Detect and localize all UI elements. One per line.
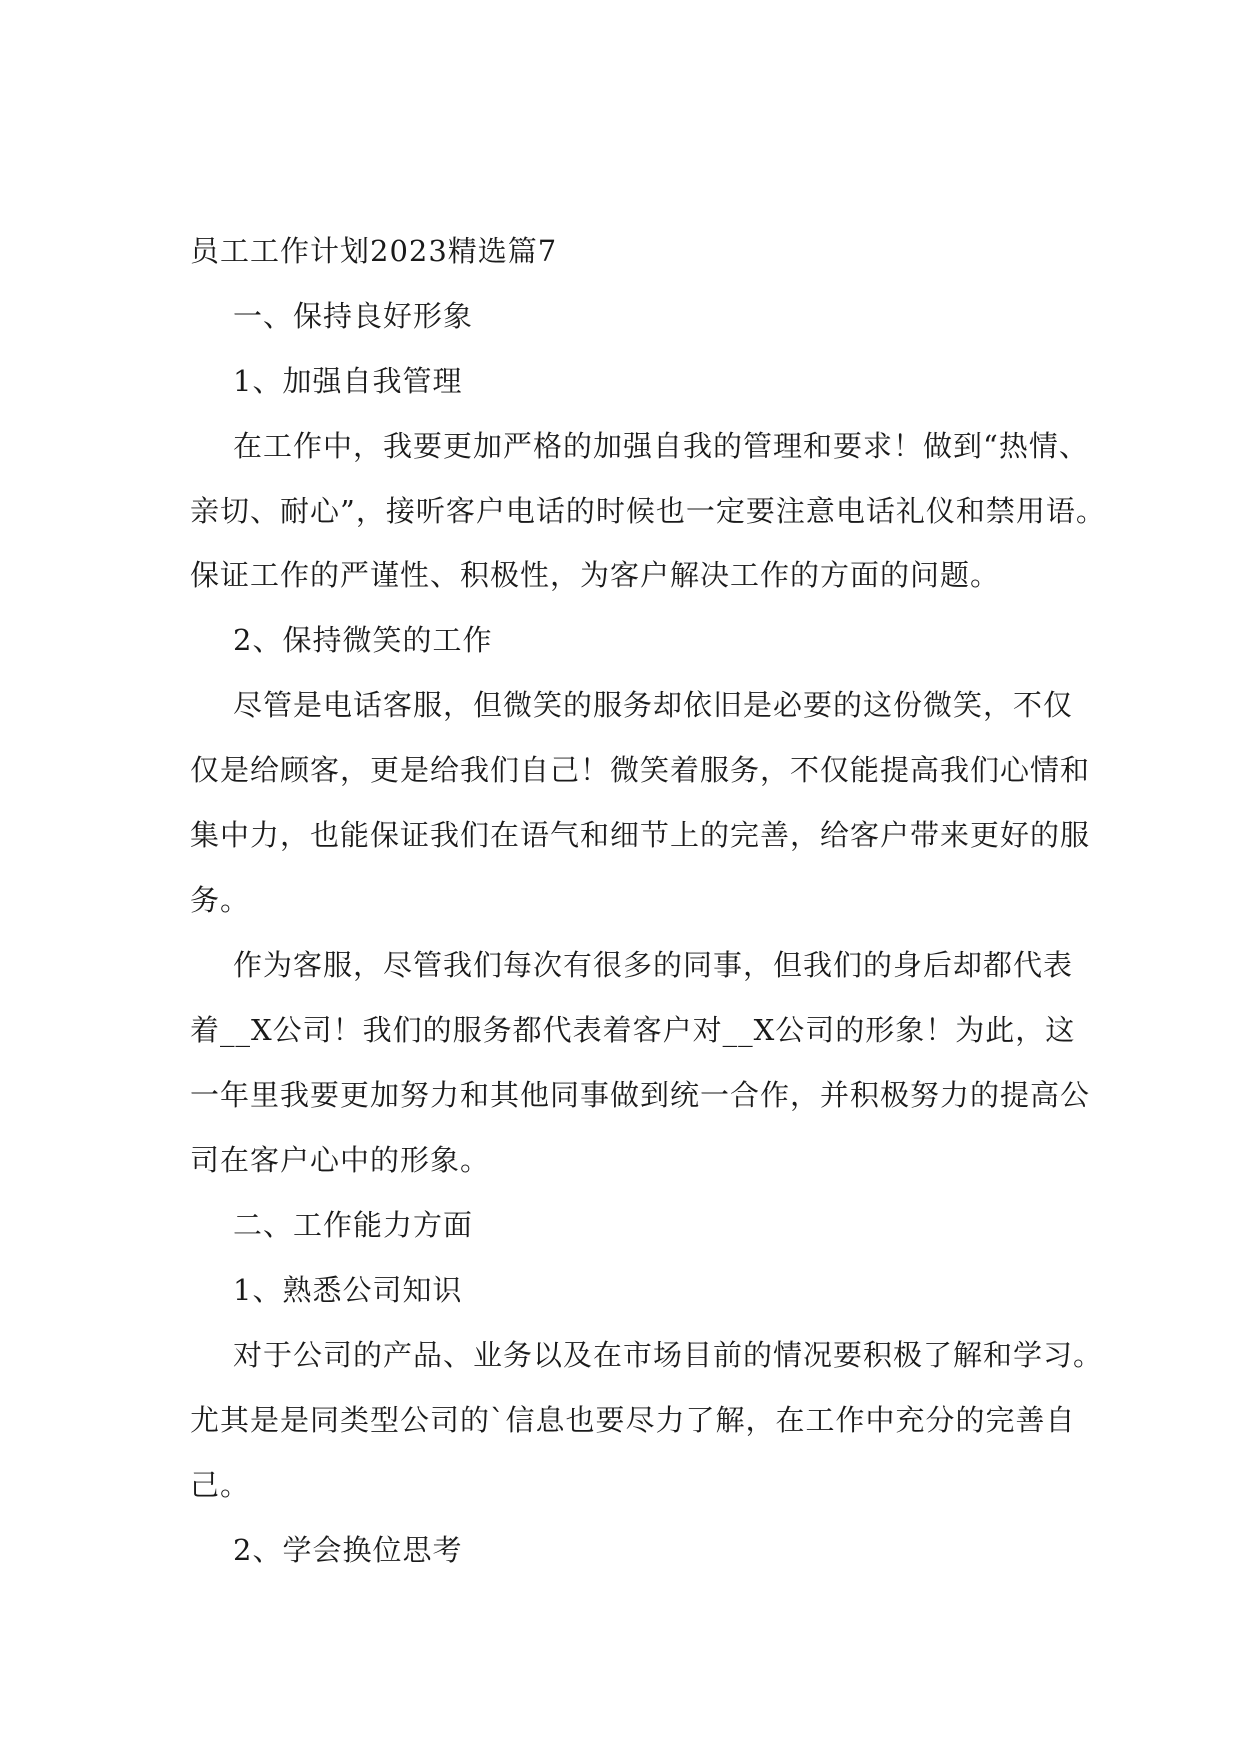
subheading-1-2: 2、保持微笑的工作 <box>233 623 493 657</box>
paragraph-line: 一年里我要更加努力和其他同事做到统一合作，并积极努力的提高公 <box>190 1078 1091 1112</box>
paragraph-line: 仅是给顾客，更是给我们自己！微笑着服务，不仅能提高我们心情和 <box>190 753 1091 787</box>
paragraph-line: 作为客服，尽管我们每次有很多的同事，但我们的身后却都代表 <box>233 948 1074 982</box>
section-heading-1: 一、保持良好形象 <box>233 299 474 333</box>
paragraph-line: 务。 <box>190 883 251 917</box>
subheading-2-2: 2、学会换位思考 <box>233 1533 463 1567</box>
paragraph-line: 亲切、耐心”，接听客户电话的时候也一定要注意电话礼仪和禁用语。 <box>190 494 1106 528</box>
paragraph-line: 尤其是是同类型公司的`信息也要尽力了解，在工作中充分的完善自 <box>190 1403 1076 1437</box>
paragraph-line: 在工作中，我要更加严格的加强自我的管理和要求！做到“热情、 <box>233 429 1089 463</box>
document-title: 员工工作计划2023精选篇7 <box>190 234 558 268</box>
paragraph-line: 己。 <box>190 1468 251 1502</box>
paragraph-line: 司在客户心中的形象。 <box>190 1143 491 1177</box>
paragraph-line: 集中力，也能保证我们在语气和细节上的完善，给客户带来更好的服 <box>190 818 1091 852</box>
subheading-2-1: 1、熟悉公司知识 <box>233 1273 463 1307</box>
paragraph-line: 着__X公司！我们的服务都代表着客户对__X公司的形象！为此，这 <box>190 1013 1076 1047</box>
subheading-1-1: 1、加强自我管理 <box>233 364 463 398</box>
paragraph-line: 尽管是电话客服，但微笑的服务却依旧是必要的这份微笑，不仅 <box>233 688 1074 722</box>
paragraph-line: 保证工作的严谨性、积极性，为客户解决工作的方面的问题。 <box>190 558 1001 592</box>
paragraph-line: 对于公司的产品、业务以及在市场目前的情况要积极了解和学习。 <box>233 1338 1104 1372</box>
section-heading-2: 二、工作能力方面 <box>233 1208 474 1242</box>
